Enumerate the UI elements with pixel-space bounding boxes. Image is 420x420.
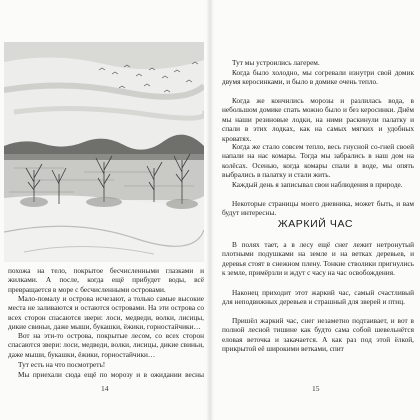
left-paragraph-4: Тут есть на что посмотреть!: [18, 360, 106, 369]
page-number-right: 15: [312, 384, 320, 393]
right-paragraph-1: Тут мы устроились лагерем.: [232, 58, 320, 67]
landscape-drawing: [4, 42, 204, 262]
left-page: [0, 0, 209, 420]
left-paragraph-2: Мало-помалу и острова исчезают, а только самые высокие места не заливаются и остаются островами. На эти острова со всех сторон спасаются звери: лоси, медведи, волки, лисицы, дикие свиньи, даже мыши, букашки, ёжики, горностайчики…: [8, 294, 204, 332]
right-paragraph-8: Наконец приходит этот жаркий час, самый счастливый для неподвижных деревьев и страшный для зверей и птиц.: [222, 288, 414, 307]
page-number-left: 14: [101, 384, 109, 393]
left-paragraph-5: Мы приехали сюда ещё по морозу и в ожидании весны: [18, 370, 204, 379]
left-paragraph-3: Вот на эти-то острова, покрытые лесом, со всех сторон спасаются звери: лоси, медведи, волки, лисицы, дикие свиньи, даже мыши, букашки, ёжики, горностайчики…: [8, 331, 204, 359]
winter-landscape-illustration: [4, 42, 204, 262]
right-paragraph-5: Каждый день я записывал свои наблюдения в природе.: [232, 180, 403, 189]
left-paragraph-1: похожа на тело, покрытое бесчисленными глазками и жилками. А после, когда ещё прибудет воды, всё превращается в море с бесчисленными островами.: [8, 266, 204, 294]
right-paragraph-7: В полях тает, а в лесу ещё снег лежит нетронутый плотными подушками на земле и на ветках деревьев, и деревья стоят в снежном плену. Тонкие стволики пригнулись к земле, примёрзли и ждут с часу на час освобождения.: [222, 240, 414, 278]
right-paragraph-3: Когда же кончились морозы и разлилась вода, в небольшом домике спать можно было и без керосинки. Днём мы наши резиновые лодки, на ними раскинули палатку и спали в этих лодках, как на самых мягких и удобных кроватях.: [222, 96, 414, 143]
section-heading: ЖАРКИЙ ЧАС: [277, 218, 354, 230]
right-paragraph-9: Пришёл жаркий час, снег незаметно подтаивает, и вот в полной лесной тишине как будто сама собой шевельнётся еловая веточка и закачается. А как раз под этой ёлкой, прикрытой её широкими ветками, спит: [222, 316, 414, 354]
right-paragraph-6: Некоторые страницы моего дневника, может быть, и вам будут интересны.: [222, 199, 414, 218]
right-paragraph-2: Когда было холодно, мы согревали изнутри свой домик двумя керосинками, и было в домике очень тепло.: [222, 68, 414, 87]
right-paragraph-4: Когда же стало совсем тепло, весь гнусной со-гней своей напали на нас комары. Тогда мы забрались в наш дом на колёсах. Осенью, когда комары спали в воде, мы опять выбрались в палатку и стали жить.: [222, 142, 414, 180]
